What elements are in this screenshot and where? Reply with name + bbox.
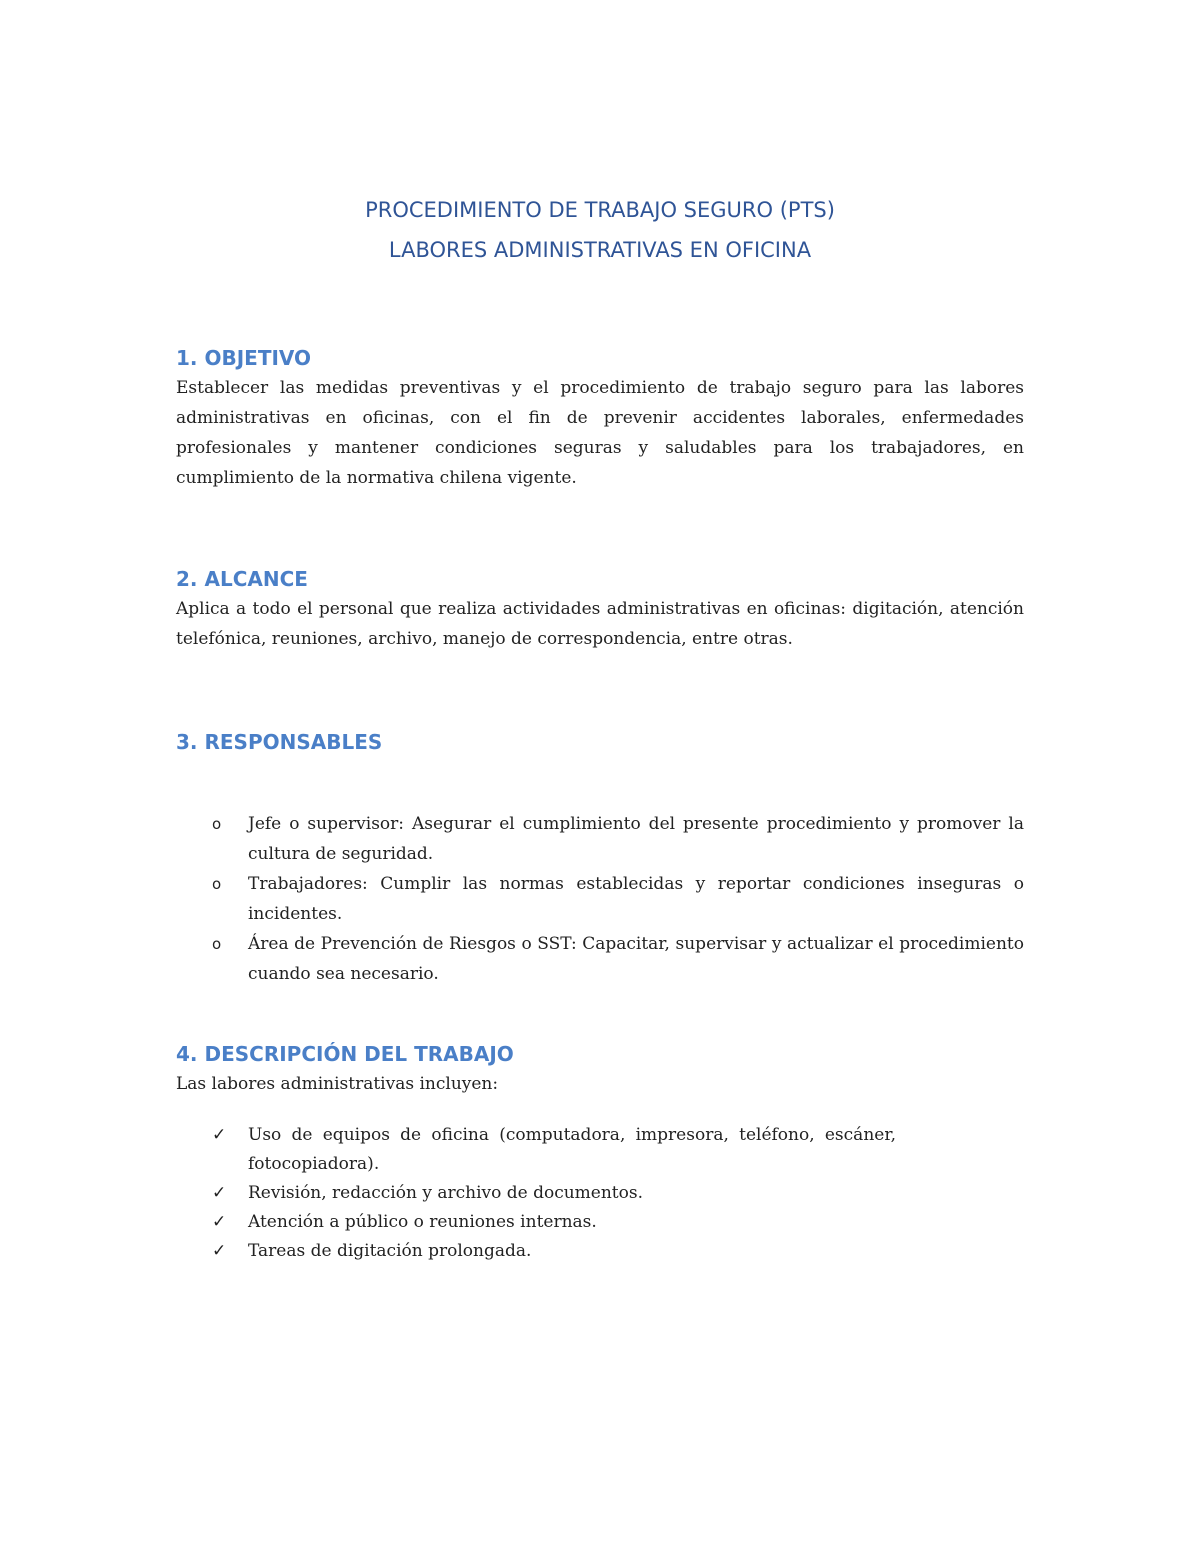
list-item-text: Revisión, redacción y archivo de documentos. bbox=[248, 1183, 644, 1203]
list-item-text: Tareas de digitación prolongada. bbox=[248, 1241, 532, 1261]
circle-bullet-icon: o bbox=[212, 875, 222, 893]
responsables-list bbox=[176, 809, 1024, 989]
section-heading-alcance: 2. ALCANCE bbox=[176, 567, 308, 591]
section-descripcion bbox=[176, 1039, 1024, 1099]
descripcion-list-container bbox=[176, 1121, 896, 1266]
title-line-1: PROCEDIMIENTO DE TRABAJO SEGURO (PTS) bbox=[365, 198, 835, 222]
section-objetivo bbox=[176, 343, 1024, 493]
list-item-text: Trabajadores: Cumplir las normas establecidas y reportar condiciones inseguras o incidentes. bbox=[248, 874, 1024, 924]
section-alcance bbox=[176, 564, 1024, 654]
list-item-text: Jefe o supervisor: Asegurar el cumplimiento del presente procedimiento y promover la cultura de seguridad. bbox=[248, 814, 1024, 864]
list-item bbox=[176, 809, 1024, 869]
checkmark-icon: ✓ bbox=[212, 1183, 227, 1203]
title-line-2: LABORES ADMINISTRATIVAS EN OFICINA bbox=[388, 238, 812, 262]
section-text-alcance: Aplica a todo el personal que realiza actividades administrativas en oficinas: digitación, atención telefónica, reuniones, archivo, manejo de correspondencia, entre otras. bbox=[176, 599, 1024, 649]
section-responsables bbox=[176, 727, 1024, 757]
document-title bbox=[0, 190, 1200, 270]
section-intro-descripcion: Las labores administrativas incluyen: bbox=[176, 1074, 499, 1094]
checkmark-icon: ✓ bbox=[212, 1212, 227, 1232]
responsables-list-container bbox=[176, 809, 1024, 989]
list-item bbox=[176, 929, 1024, 989]
section-heading-responsables: 3. RESPONSABLES bbox=[176, 730, 383, 754]
section-text-objetivo: Establecer las medidas preventivas y el procedimiento de trabajo seguro para las labores administrativas en oficinas, con el fin de prevenir accidentes laborales, enfermedades profesionales y mantener condiciones seguras y saludables para los trabajadores, en cumplimiento de la normativa chilena vigente. bbox=[176, 378, 1024, 488]
checkmark-icon: ✓ bbox=[212, 1241, 227, 1261]
circle-bullet-icon: o bbox=[212, 815, 222, 833]
section-heading-descripcion: 4. DESCRIPCIÓN DEL TRABAJO bbox=[176, 1042, 514, 1066]
list-item-text: Área de Prevención de Riesgos o SST: Capacitar, supervisar y actualizar el procedimiento cuando sea necesario. bbox=[248, 934, 1024, 984]
descripcion-list bbox=[176, 1121, 896, 1266]
list-item bbox=[176, 1121, 896, 1179]
list-item-text: Uso de equipos de oficina (computadora, impresora, teléfono, escáner, fotocopiadora). bbox=[248, 1125, 896, 1174]
list-item-text: Atención a público o reuniones internas. bbox=[248, 1212, 597, 1232]
list-item bbox=[176, 1179, 896, 1208]
list-item bbox=[176, 869, 1024, 929]
list-item bbox=[176, 1237, 896, 1266]
list-item bbox=[176, 1208, 896, 1237]
section-heading-objetivo: 1. OBJETIVO bbox=[176, 346, 312, 370]
circle-bullet-icon: o bbox=[212, 935, 222, 953]
checkmark-icon: ✓ bbox=[212, 1125, 227, 1145]
